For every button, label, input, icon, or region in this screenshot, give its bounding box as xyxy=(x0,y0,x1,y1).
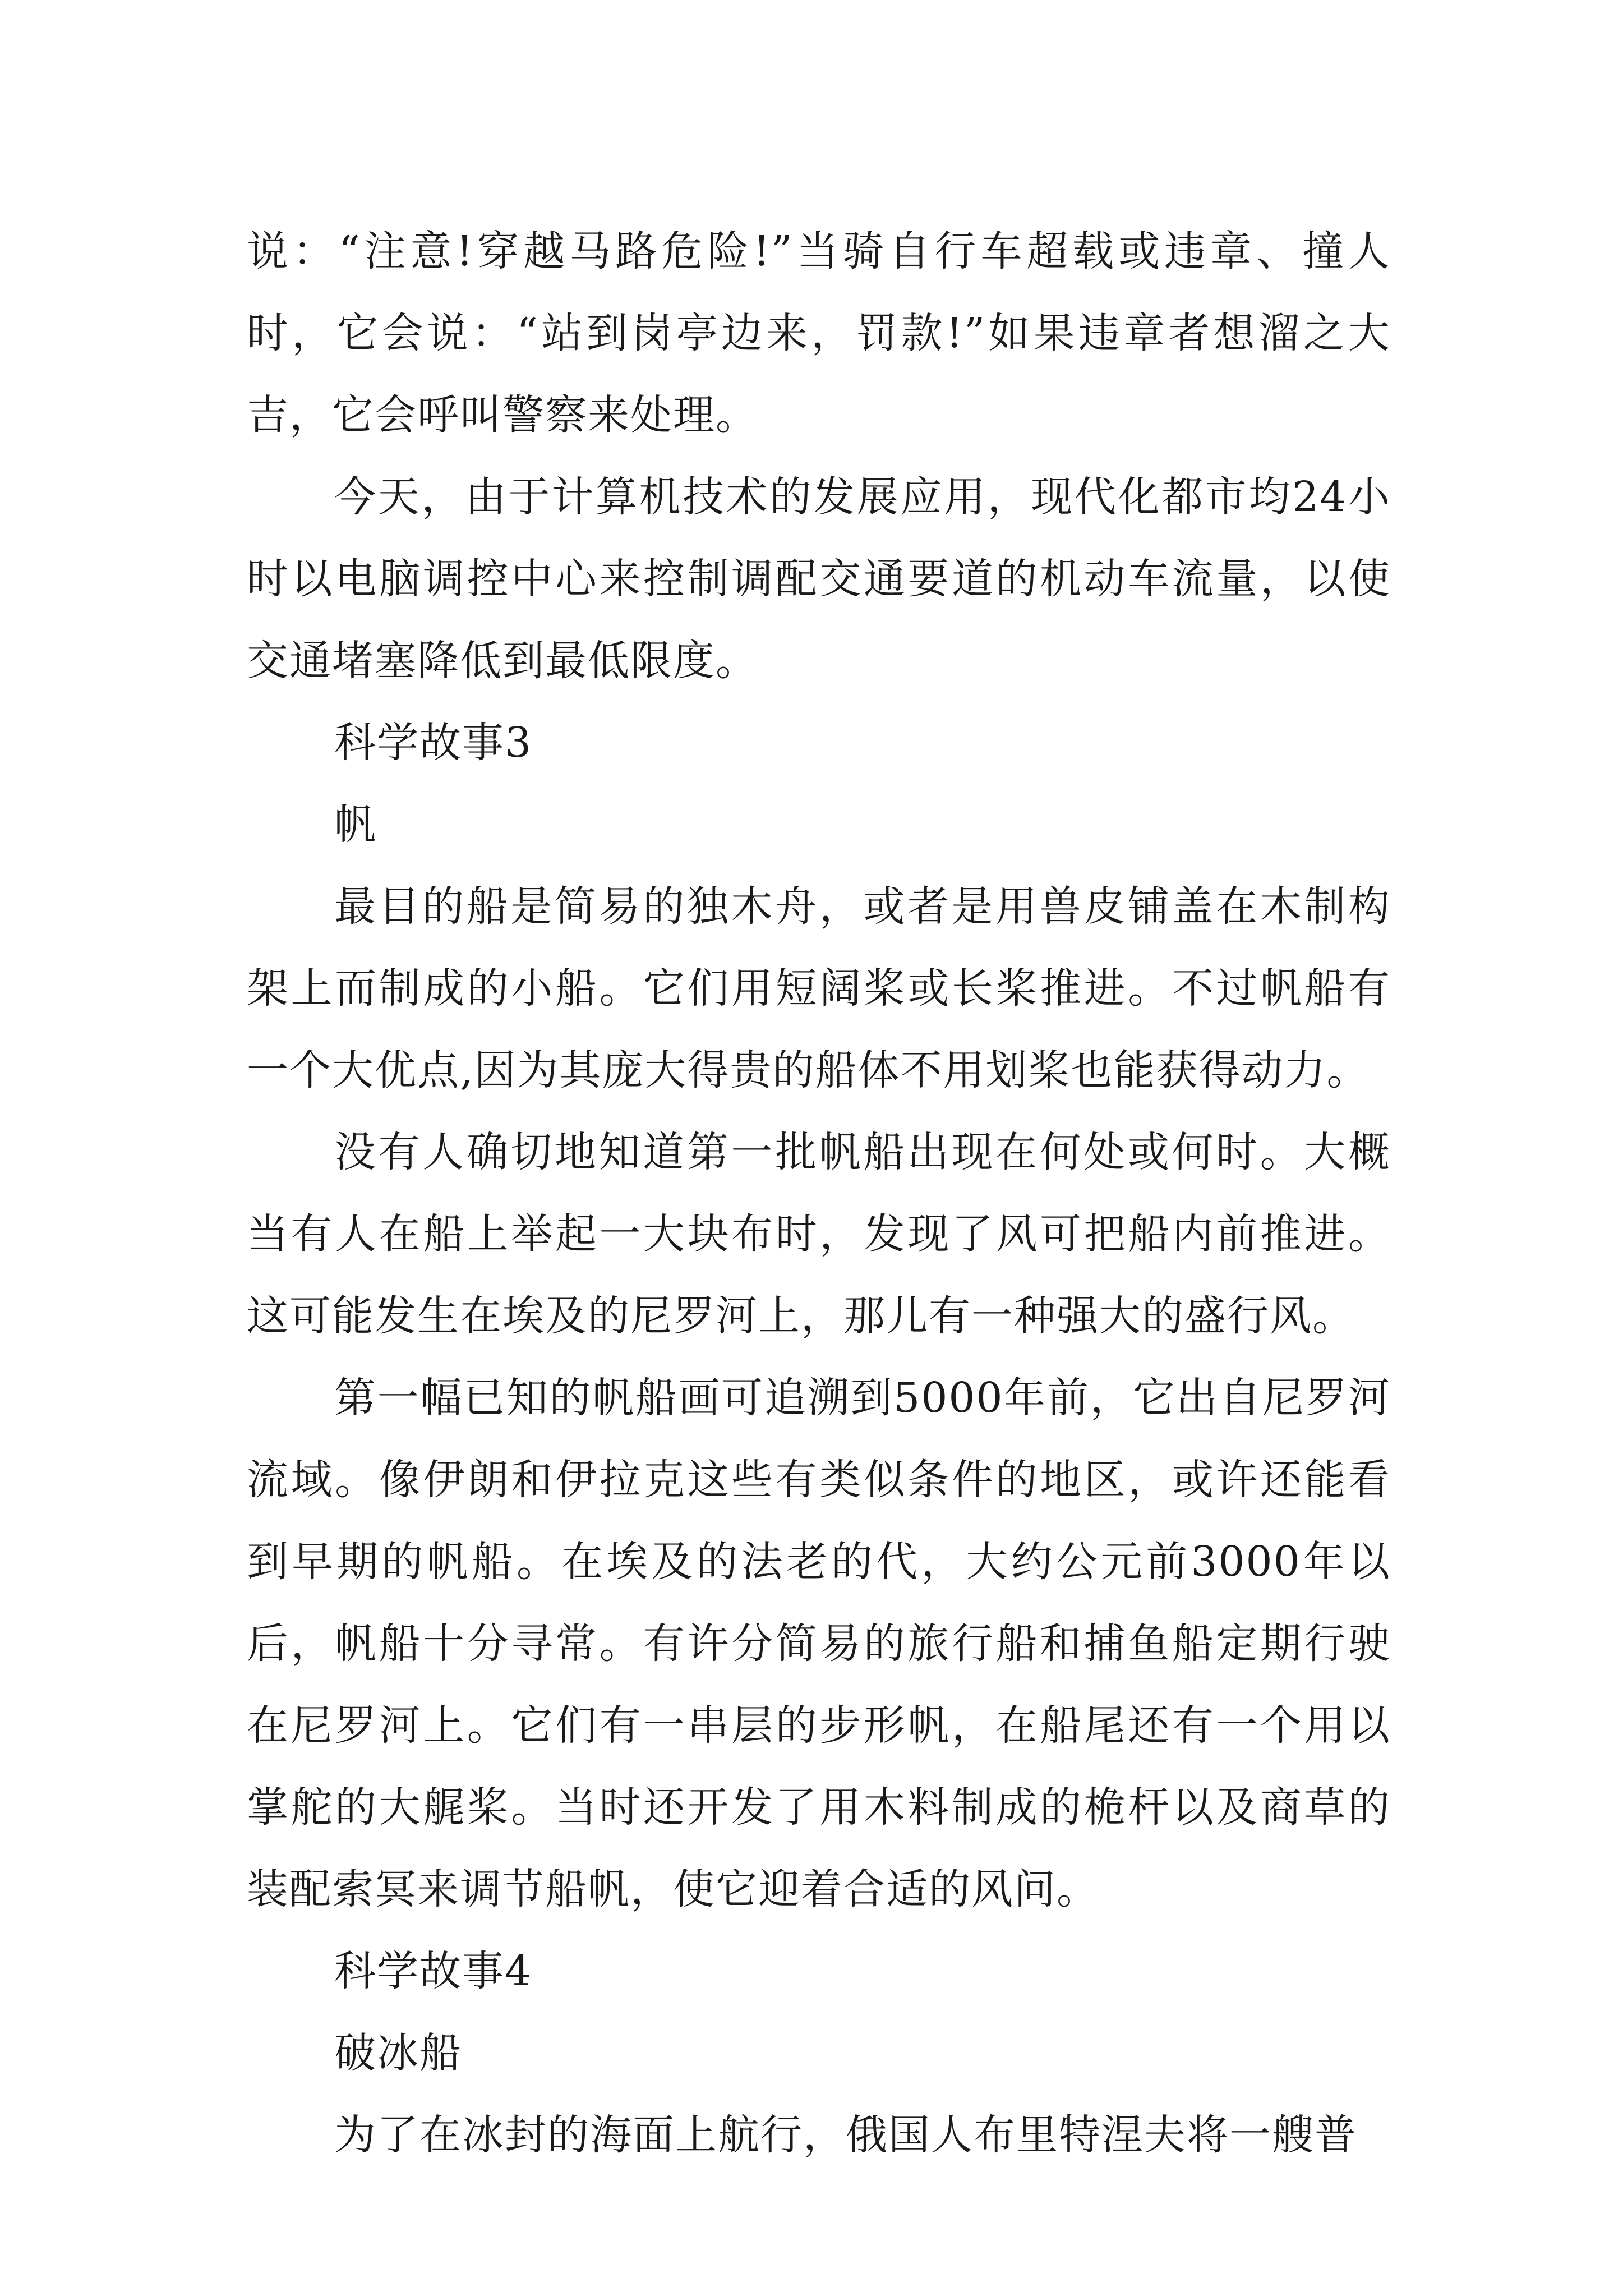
document-body xyxy=(247,210,1391,2176)
story-title-icebreaker: 破冰船 xyxy=(334,2029,462,2077)
paragraph-computer-traffic-control: 今天，由于计算机技术的发展应用，现代化都市均24小时以电脑调控中心来控制调配交通要道的机动车流量，以使交通堵塞降低到最低限度。 xyxy=(247,473,1391,685)
section-heading-story-3: 科学故事3 xyxy=(334,719,533,767)
paragraph-first-sailboats: 没有人确切地知道第一批帆船出现在何处或何时。大概当有人在船上举起一大块布时，发现了风可把船内前推进。这可能发生在埃及的尼罗河上，那儿有一种强大的盛行风。 xyxy=(247,1128,1391,1340)
paragraph-traffic-robot-continued: 说：“注意!穿越马路危险!”当骑自行车超载或违章、撞人时，它会说：“站到岗亭边来，罚款!”如果违章者想溜之大吉，它会呼叫警察来处理。 xyxy=(247,227,1391,439)
paragraph-icebreaker-intro: 为了在冰封的海面上航行，俄国人布里特涅夫将一艘普 xyxy=(334,2111,1357,2159)
paragraph-egyptian-sailboats: 第一幅已知的帆船画可追溯到5000年前，它出自尼罗河流域。像伊朗和伊拉克这些有类似条件的地区，或许还能看到早期的帆船。在埃及的法老的代，大约公元前3000年以后，帆船十分寻常。有许分简易的旅行船和捕鱼船定期行驶在尼罗河上。它们有一串层的步形帆，在船尾还有一个用以掌舵的大艉桨。当时还开发了用木料制成的桅杆以及商草的装配索冥来调节船帆，使它迎着合适的风问。 xyxy=(247,1374,1391,1913)
story-title-sail: 帆 xyxy=(334,800,377,849)
section-heading-story-4: 科学故事4 xyxy=(334,1947,533,1995)
paragraph-early-boats: 最目的船是简易的独木舟，或者是用兽皮铺盖在木制构架上而制成的小船。它们用短阔桨或长桨推进。不过帆船有一个大优点,因为其庞大得贵的船体不用划桨也能获得动力。 xyxy=(247,882,1391,1094)
